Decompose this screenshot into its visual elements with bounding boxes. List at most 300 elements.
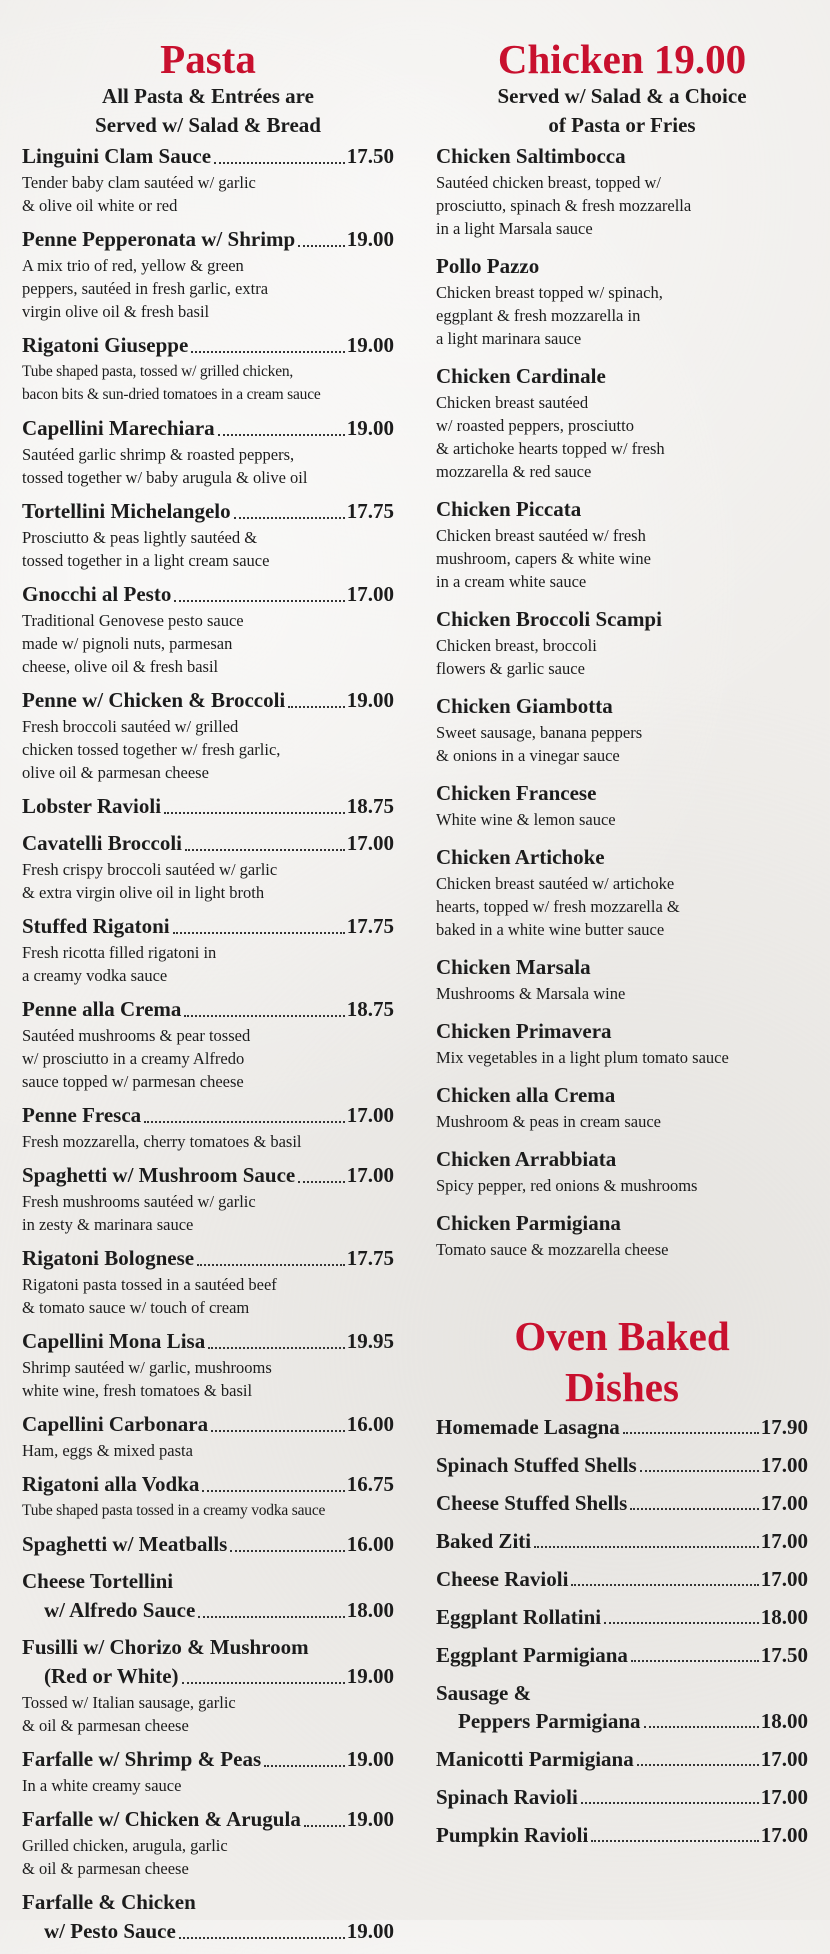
menu-item-name: w/ Pesto Sauce	[44, 1919, 176, 1943]
dot-leader	[202, 1490, 344, 1492]
menu-item-name: Chicken Broccoli Scampi	[436, 607, 662, 631]
description-line: mozzarella & red sauce	[436, 462, 592, 481]
dot-leader	[185, 849, 345, 851]
menu-item-title-row	[22, 225, 394, 254]
description-line: In a white creamy sauce	[22, 1776, 182, 1795]
menu-item	[436, 1081, 808, 1133]
chicken-subtitle-line: of Pasta or Fries	[548, 113, 696, 137]
menu-item-price: 17.00	[760, 1453, 808, 1477]
menu-item-description	[22, 1024, 394, 1093]
menu-item-description	[436, 872, 808, 941]
menu-item-description	[22, 1499, 394, 1522]
menu-item	[436, 843, 808, 941]
menu-item-title-row	[22, 331, 394, 360]
menu-item-title-row	[436, 1527, 808, 1555]
dot-leader	[198, 1616, 344, 1618]
menu-item-name: Fusilli w/ Chorizo & Mushroom	[22, 1635, 309, 1659]
dot-leader	[581, 1802, 759, 1804]
dot-leader	[644, 1726, 759, 1728]
menu-item-name: Tortellini Michelangelo	[22, 499, 231, 523]
menu-item-description	[436, 808, 808, 831]
description-line: Ham, eggs & mixed pasta	[22, 1441, 193, 1460]
description-line: Chicken breast topped w/ spinach,	[436, 283, 663, 302]
menu-item-price: 17.50	[346, 144, 394, 168]
menu-item-title-row	[22, 1327, 394, 1356]
menu-item-name: Cheese Ravioli	[436, 1567, 569, 1591]
menu-item-title-row	[436, 605, 808, 634]
description-line: peppers, sautéed in fresh garlic, extra	[22, 279, 269, 298]
menu-item-title-row	[22, 1662, 394, 1691]
description-line: Tube shaped pasta tossed in a creamy vodka sauce	[22, 1502, 326, 1519]
menu-item-title-row	[22, 1530, 394, 1559]
menu-item-name: (Red or White)	[44, 1664, 179, 1688]
menu-item	[436, 1821, 808, 1849]
menu-item	[436, 605, 808, 680]
menu-item-name: Penne Fresca	[22, 1103, 142, 1127]
description-line: chicken tossed together w/ fresh garlic,	[22, 740, 281, 759]
menu-item-name: Linguini Clam Sauce	[22, 144, 212, 168]
menu-item	[436, 953, 808, 1005]
description-line: Sautéed chicken breast, topped w/	[436, 173, 661, 192]
dot-leader	[288, 706, 344, 708]
menu-item-description	[436, 1110, 808, 1133]
menu-item	[436, 1679, 808, 1735]
menu-item	[436, 1489, 808, 1517]
menu-item-title-row	[436, 1603, 808, 1631]
menu-item-name: Baked Ziti	[436, 1529, 532, 1553]
menu-item-title-row	[436, 1679, 808, 1707]
description-line: Fresh broccoli sautéed w/ grilled	[22, 717, 239, 736]
chicken-heading: Chicken 19.00	[497, 36, 747, 82]
description-line: olive oil & parmesan cheese	[22, 763, 209, 782]
description-line: & tomato sauce w/ touch of cream	[22, 1298, 250, 1317]
menu-item-name: Pollo Pazzo	[436, 254, 540, 278]
menu-item-description	[22, 1130, 394, 1153]
menu-item	[22, 1888, 394, 1946]
menu-item	[22, 1805, 394, 1880]
menu-item-name: Peppers Parmigiana	[458, 1709, 641, 1733]
menu-item-title-row	[22, 1805, 394, 1834]
menu-item	[22, 1101, 394, 1153]
dot-leader	[298, 1181, 345, 1183]
dot-leader	[637, 1764, 759, 1766]
menu-item	[22, 686, 394, 784]
menu-item-name: Cavatelli Broccoli	[22, 831, 182, 855]
menu-item-price: 19.00	[346, 416, 394, 440]
menu-item	[22, 912, 394, 987]
menu-item	[436, 362, 808, 483]
menu-item-title-row	[22, 829, 394, 858]
menu-item-description	[22, 858, 394, 904]
oven-heading-line: Oven Baked	[514, 1313, 730, 1359]
description-line: a creamy vodka sauce	[22, 966, 168, 985]
menu-item-name: Spinach Stuffed Shells	[436, 1453, 637, 1477]
dot-leader	[234, 517, 345, 519]
menu-item-name: Rigatoni alla Vodka	[22, 1472, 200, 1496]
menu-item	[436, 779, 808, 831]
menu-item-name: Chicken Francese	[436, 781, 597, 805]
menu-item	[436, 1565, 808, 1593]
menu-item	[22, 1530, 394, 1559]
menu-item-name: Chicken Piccata	[436, 497, 582, 521]
menu-item-description	[22, 1439, 394, 1462]
description-line: Chicken breast sautéed w/ artichoke	[436, 874, 675, 893]
description-line: sauce topped w/ parmesan cheese	[22, 1072, 244, 1091]
oven-heading	[436, 1311, 808, 1413]
menu-item	[436, 1745, 808, 1773]
menu-item-title-row	[22, 1470, 394, 1499]
menu-item-price: 17.00	[760, 1785, 808, 1809]
chicken-list	[436, 142, 808, 1261]
menu-item-price: 18.00	[346, 1598, 394, 1622]
description-line: virgin olive oil & fresh basil	[22, 302, 210, 321]
menu-item-title-row	[22, 1596, 394, 1625]
menu-item-description	[22, 1691, 394, 1737]
menu-item-name: Eggplant Parmigiana	[436, 1643, 628, 1667]
menu-item-title-row	[22, 1410, 394, 1439]
chicken-subtitle-line: Served w/ Salad & a Choice	[497, 84, 747, 108]
menu-item-description	[436, 281, 808, 350]
dot-leader	[304, 1825, 345, 1827]
menu-item	[436, 495, 808, 593]
menu-item-name: Capellini Marechiara	[22, 416, 215, 440]
menu-item-title-row	[22, 1161, 394, 1190]
description-line: & oil & parmesan cheese	[22, 1716, 189, 1735]
menu-item-name: Chicken Artichoke	[436, 845, 605, 869]
menu-item-title-row	[436, 142, 808, 171]
menu-item-description	[436, 1046, 808, 1069]
description-line: Prosciutto & peas lightly sautéed &	[22, 528, 258, 547]
pasta-subtitle	[22, 82, 394, 140]
dot-leader	[174, 600, 344, 602]
dot-leader	[298, 245, 345, 247]
menu-item-price: 16.75	[346, 1472, 394, 1496]
menu-item	[22, 1470, 394, 1522]
chicken-subtitle	[436, 82, 808, 140]
description-line: Mushroom & peas in cream sauce	[436, 1112, 661, 1131]
dot-leader	[640, 1470, 759, 1472]
dot-leader	[218, 434, 345, 436]
menu-item	[436, 1783, 808, 1811]
menu-item-title-row	[22, 995, 394, 1024]
menu-item-description	[436, 171, 808, 240]
description-line: Chicken breast sautéed	[436, 393, 589, 412]
menu-item-name: Stuffed Rigatoni	[22, 914, 170, 938]
description-line: Fresh crispy broccoli sautéed w/ garlic	[22, 860, 278, 879]
menu-item-title-row	[436, 1783, 808, 1811]
menu-item-title-row	[22, 1745, 394, 1774]
menu-item-name: Chicken Arrabbiata	[436, 1147, 617, 1171]
description-line: Fresh ricotta filled rigatoni in	[22, 943, 217, 962]
menu-item-price: 19.00	[346, 1664, 394, 1688]
menu-item	[22, 580, 394, 678]
description-line: tossed together in a light cream sauce	[22, 551, 270, 570]
menu-item-price: 17.00	[760, 1567, 808, 1591]
menu-item-name: Penne alla Crema	[22, 997, 182, 1021]
menu-item-name: Farfalle w/ Chicken & Arugula	[22, 1807, 301, 1831]
dot-leader	[264, 1765, 345, 1767]
menu-item-title-row	[22, 1917, 394, 1946]
menu-item-price: 17.75	[346, 1246, 394, 1270]
dot-leader	[184, 1015, 344, 1017]
pasta-subtitle-line: Served w/ Salad & Bread	[95, 113, 321, 137]
menu-item-title-row	[22, 497, 394, 526]
description-line: Mix vegetables in a light plum tomato sauce	[436, 1048, 729, 1067]
menu-item-price: 18.00	[760, 1709, 808, 1733]
description-line: Spicy pepper, red onions & mushrooms	[436, 1176, 698, 1195]
oven-list	[436, 1413, 808, 1849]
menu-item-description	[22, 1273, 394, 1319]
dot-leader	[164, 812, 345, 814]
menu-item-name: Penne Pepperonata w/ Shrimp	[22, 227, 296, 251]
menu-item-title-row	[436, 252, 808, 281]
menu-item-price: 19.00	[346, 1919, 394, 1943]
menu-item-title-row	[436, 953, 808, 982]
menu-item-description	[22, 609, 394, 678]
menu-item-name: Capellini Mona Lisa	[22, 1329, 206, 1353]
menu-item-title-row	[22, 414, 394, 443]
menu-item	[22, 829, 394, 904]
menu-item-name: Chicken Saltimbocca	[436, 144, 626, 168]
menu-item-title-row	[436, 779, 808, 808]
oven-heading-line: Dishes	[565, 1364, 679, 1410]
menu-item-title-row	[22, 686, 394, 715]
description-line: Sweet sausage, banana peppers	[436, 723, 643, 742]
menu-item-name: Homemade Lasagna	[436, 1415, 620, 1439]
description-line: & extra virgin olive oil in light broth	[22, 883, 265, 902]
menu-item-title-row	[22, 1888, 394, 1917]
description-line: Tomato sauce & mozzarella cheese	[436, 1240, 669, 1259]
menu-item-description	[436, 524, 808, 593]
dot-leader	[591, 1840, 758, 1842]
menu-item-description	[22, 1190, 394, 1236]
description-line: eggplant & fresh mozzarella in	[436, 306, 641, 325]
menu-item-title-row	[22, 1101, 394, 1130]
menu-item-title-row	[436, 1145, 808, 1174]
menu-item-title-row	[436, 1413, 808, 1441]
menu-item	[22, 1633, 394, 1737]
menu-item-price: 17.00	[760, 1823, 808, 1847]
dot-leader	[571, 1584, 758, 1586]
description-line: Mushrooms & Marsala wine	[436, 984, 626, 1003]
menu-item	[22, 225, 394, 323]
pasta-list	[22, 142, 394, 1946]
menu-item-name: Capellini Carbonara	[22, 1412, 209, 1436]
menu-item-name: Penne w/ Chicken & Broccoli	[22, 688, 286, 712]
description-line: & artichoke hearts topped w/ fresh	[436, 439, 665, 458]
menu-item-title-row	[436, 1565, 808, 1593]
menu-item-price: 17.00	[346, 1103, 394, 1127]
menu-item-title-row	[436, 1641, 808, 1669]
menu-item-name: Chicken Giambotta	[436, 694, 613, 718]
menu-item-description	[22, 1356, 394, 1402]
menu-item-name: Spaghetti w/ Mushroom Sauce	[22, 1163, 296, 1187]
description-line: w/ prosciutto in a creamy Alfredo	[22, 1049, 245, 1068]
menu-item-description	[436, 1238, 808, 1261]
description-line: a light marinara sauce	[436, 329, 582, 348]
menu-item-price: 19.00	[346, 1807, 394, 1831]
menu-item-name: Farfalle w/ Shrimp & Peas	[22, 1747, 262, 1771]
menu-item-price: 17.00	[760, 1747, 808, 1771]
menu-item-price: 17.90	[760, 1415, 808, 1439]
menu-item	[436, 142, 808, 240]
menu-item	[22, 142, 394, 217]
menu-item-title-row	[436, 1821, 808, 1849]
menu-item-description	[436, 391, 808, 483]
menu-item-title-row	[436, 362, 808, 391]
dot-leader	[191, 351, 344, 353]
description-line: cheese, olive oil & fresh basil	[22, 657, 219, 676]
menu-item-price: 17.75	[346, 499, 394, 523]
description-line: mushroom, capers & white wine	[436, 549, 651, 568]
menu-item-description	[22, 1774, 394, 1797]
description-line: Chicken breast sautéed w/ fresh	[436, 526, 646, 545]
menu-item	[22, 414, 394, 489]
description-line: & olive oil white or red	[22, 196, 178, 215]
menu-item	[436, 1209, 808, 1261]
dot-leader	[144, 1121, 345, 1123]
description-line: Tube shaped pasta, tossed w/ grilled chicken,	[22, 363, 294, 380]
menu-item-title-row	[436, 1081, 808, 1110]
description-line: White wine & lemon sauce	[436, 810, 616, 829]
menu-item-price: 16.00	[346, 1532, 394, 1556]
menu-item-description	[22, 941, 394, 987]
menu-item-name: Sausage &	[436, 1681, 532, 1705]
menu-item-description	[22, 360, 394, 406]
menu-item-description	[22, 443, 394, 489]
description-line: in a light Marsala sauce	[436, 219, 593, 238]
description-line: hearts, topped w/ fresh mozzarella &	[436, 897, 680, 916]
menu-item-price: 17.00	[760, 1491, 808, 1515]
menu-item	[436, 1451, 808, 1479]
menu-item-name: Rigatoni Bolognese	[22, 1246, 195, 1270]
menu-item	[436, 1017, 808, 1069]
menu-item-title-row	[436, 692, 808, 721]
menu-item-description	[22, 254, 394, 323]
menu-item-name: Chicken Primavera	[436, 1019, 612, 1043]
pasta-column	[22, 0, 394, 1954]
menu-item-title-row	[436, 1707, 808, 1735]
menu-item-title-row	[436, 1489, 808, 1517]
description-line: A mix trio of red, yellow & green	[22, 256, 244, 275]
menu-item-price: 19.00	[346, 227, 394, 251]
description-line: & oil & parmesan cheese	[22, 1859, 189, 1878]
menu-item-price: 19.00	[346, 1747, 394, 1771]
dot-leader	[211, 1430, 345, 1432]
description-line: Traditional Genovese pesto sauce	[22, 611, 244, 630]
menu-item-title-row	[22, 1633, 394, 1662]
description-line: Tender baby clam sautéed w/ garlic	[22, 173, 256, 192]
menu-item	[22, 1244, 394, 1319]
menu-item-name: Chicken alla Crema	[436, 1083, 616, 1107]
menu-item-description	[436, 721, 808, 767]
menu-item	[436, 252, 808, 350]
menu-item-name: Lobster Ravioli	[22, 794, 162, 818]
dot-leader	[182, 1682, 345, 1684]
description-line: Tossed w/ Italian sausage, garlic	[22, 1693, 236, 1712]
menu-item-price: 17.00	[760, 1529, 808, 1553]
menu-item-description	[22, 526, 394, 572]
dot-leader	[197, 1264, 345, 1266]
menu-item-title-row	[22, 580, 394, 609]
dot-leader	[208, 1347, 345, 1349]
menu-item-price: 17.00	[346, 582, 394, 606]
menu-item	[436, 1603, 808, 1631]
menu-item	[22, 1161, 394, 1236]
menu-item-price: 18.75	[346, 997, 394, 1021]
dot-leader	[214, 162, 345, 164]
menu-item-name: Chicken Parmigiana	[436, 1211, 621, 1235]
dot-leader	[631, 1660, 759, 1662]
pasta-heading: Pasta	[160, 36, 256, 82]
menu-item-name: Chicken Cardinale	[436, 364, 606, 388]
menu-item-title-row	[436, 843, 808, 872]
dot-leader	[230, 1550, 344, 1552]
menu-item-price: 18.00	[760, 1605, 808, 1629]
menu-item-name: Chicken Marsala	[436, 955, 591, 979]
description-line: Sautéed garlic shrimp & roasted peppers,	[22, 445, 295, 464]
menu-item-title-row	[22, 142, 394, 171]
menu-item-price: 17.50	[760, 1643, 808, 1667]
menu-item-name: Farfalle & Chicken	[22, 1890, 196, 1914]
menu-item-price: 19.00	[346, 688, 394, 712]
menu-item-price: 16.00	[346, 1412, 394, 1436]
menu-item	[436, 1145, 808, 1197]
menu-item	[436, 1641, 808, 1669]
description-line: flowers & garlic sauce	[436, 659, 585, 678]
description-line: w/ roasted peppers, prosciutto	[436, 416, 634, 435]
dot-leader	[630, 1508, 758, 1510]
menu-item-title-row	[436, 1017, 808, 1046]
menu-item-name: Pumpkin Ravioli	[436, 1823, 589, 1847]
menu-item	[22, 1567, 394, 1625]
menu-item-description	[436, 982, 808, 1005]
menu-item-description	[22, 1834, 394, 1880]
description-line: Chicken breast, broccoli	[436, 636, 597, 655]
menu-item-price: 18.75	[346, 794, 394, 818]
description-line: baked in a white wine butter sauce	[436, 920, 665, 939]
menu-item-name: Cheese Tortellini	[22, 1569, 174, 1593]
description-line: & onions in a vinegar sauce	[436, 746, 620, 765]
menu-item-price: 17.00	[346, 1163, 394, 1187]
dot-leader	[534, 1546, 759, 1548]
menu-item-name: Gnocchi al Pesto	[22, 582, 172, 606]
right-column	[436, 0, 808, 1859]
menu-item	[22, 1327, 394, 1402]
menu-item-price: 17.75	[346, 914, 394, 938]
menu-item-title-row	[22, 1567, 394, 1596]
menu-item-title-row	[22, 912, 394, 941]
menu-item-title-row	[22, 792, 394, 821]
menu-item-price: 17.00	[346, 831, 394, 855]
description-line: Sautéed mushrooms & pear tossed	[22, 1026, 251, 1045]
description-line: Grilled chicken, arugula, garlic	[22, 1836, 228, 1855]
menu-item	[436, 1527, 808, 1555]
dot-leader	[604, 1622, 759, 1624]
pasta-subtitle-line: All Pasta & Entrées are	[102, 84, 314, 108]
description-line: tossed together w/ baby arugula & olive oil	[22, 468, 308, 487]
menu-item-name: Rigatoni Giuseppe	[22, 333, 189, 357]
dot-leader	[173, 932, 345, 934]
description-line: made w/ pignoli nuts, parmesan	[22, 634, 233, 653]
menu-item-title-row	[436, 1209, 808, 1238]
description-line: Fresh mozzarella, cherry tomatoes & basil	[22, 1132, 302, 1151]
menu-item-title-row	[436, 1745, 808, 1773]
description-line: Rigatoni pasta tossed in a sautéed beef	[22, 1275, 277, 1294]
menu-item-name: Eggplant Rollatini	[436, 1605, 602, 1629]
menu-item-title-row	[22, 1244, 394, 1273]
menu-item	[22, 1410, 394, 1462]
